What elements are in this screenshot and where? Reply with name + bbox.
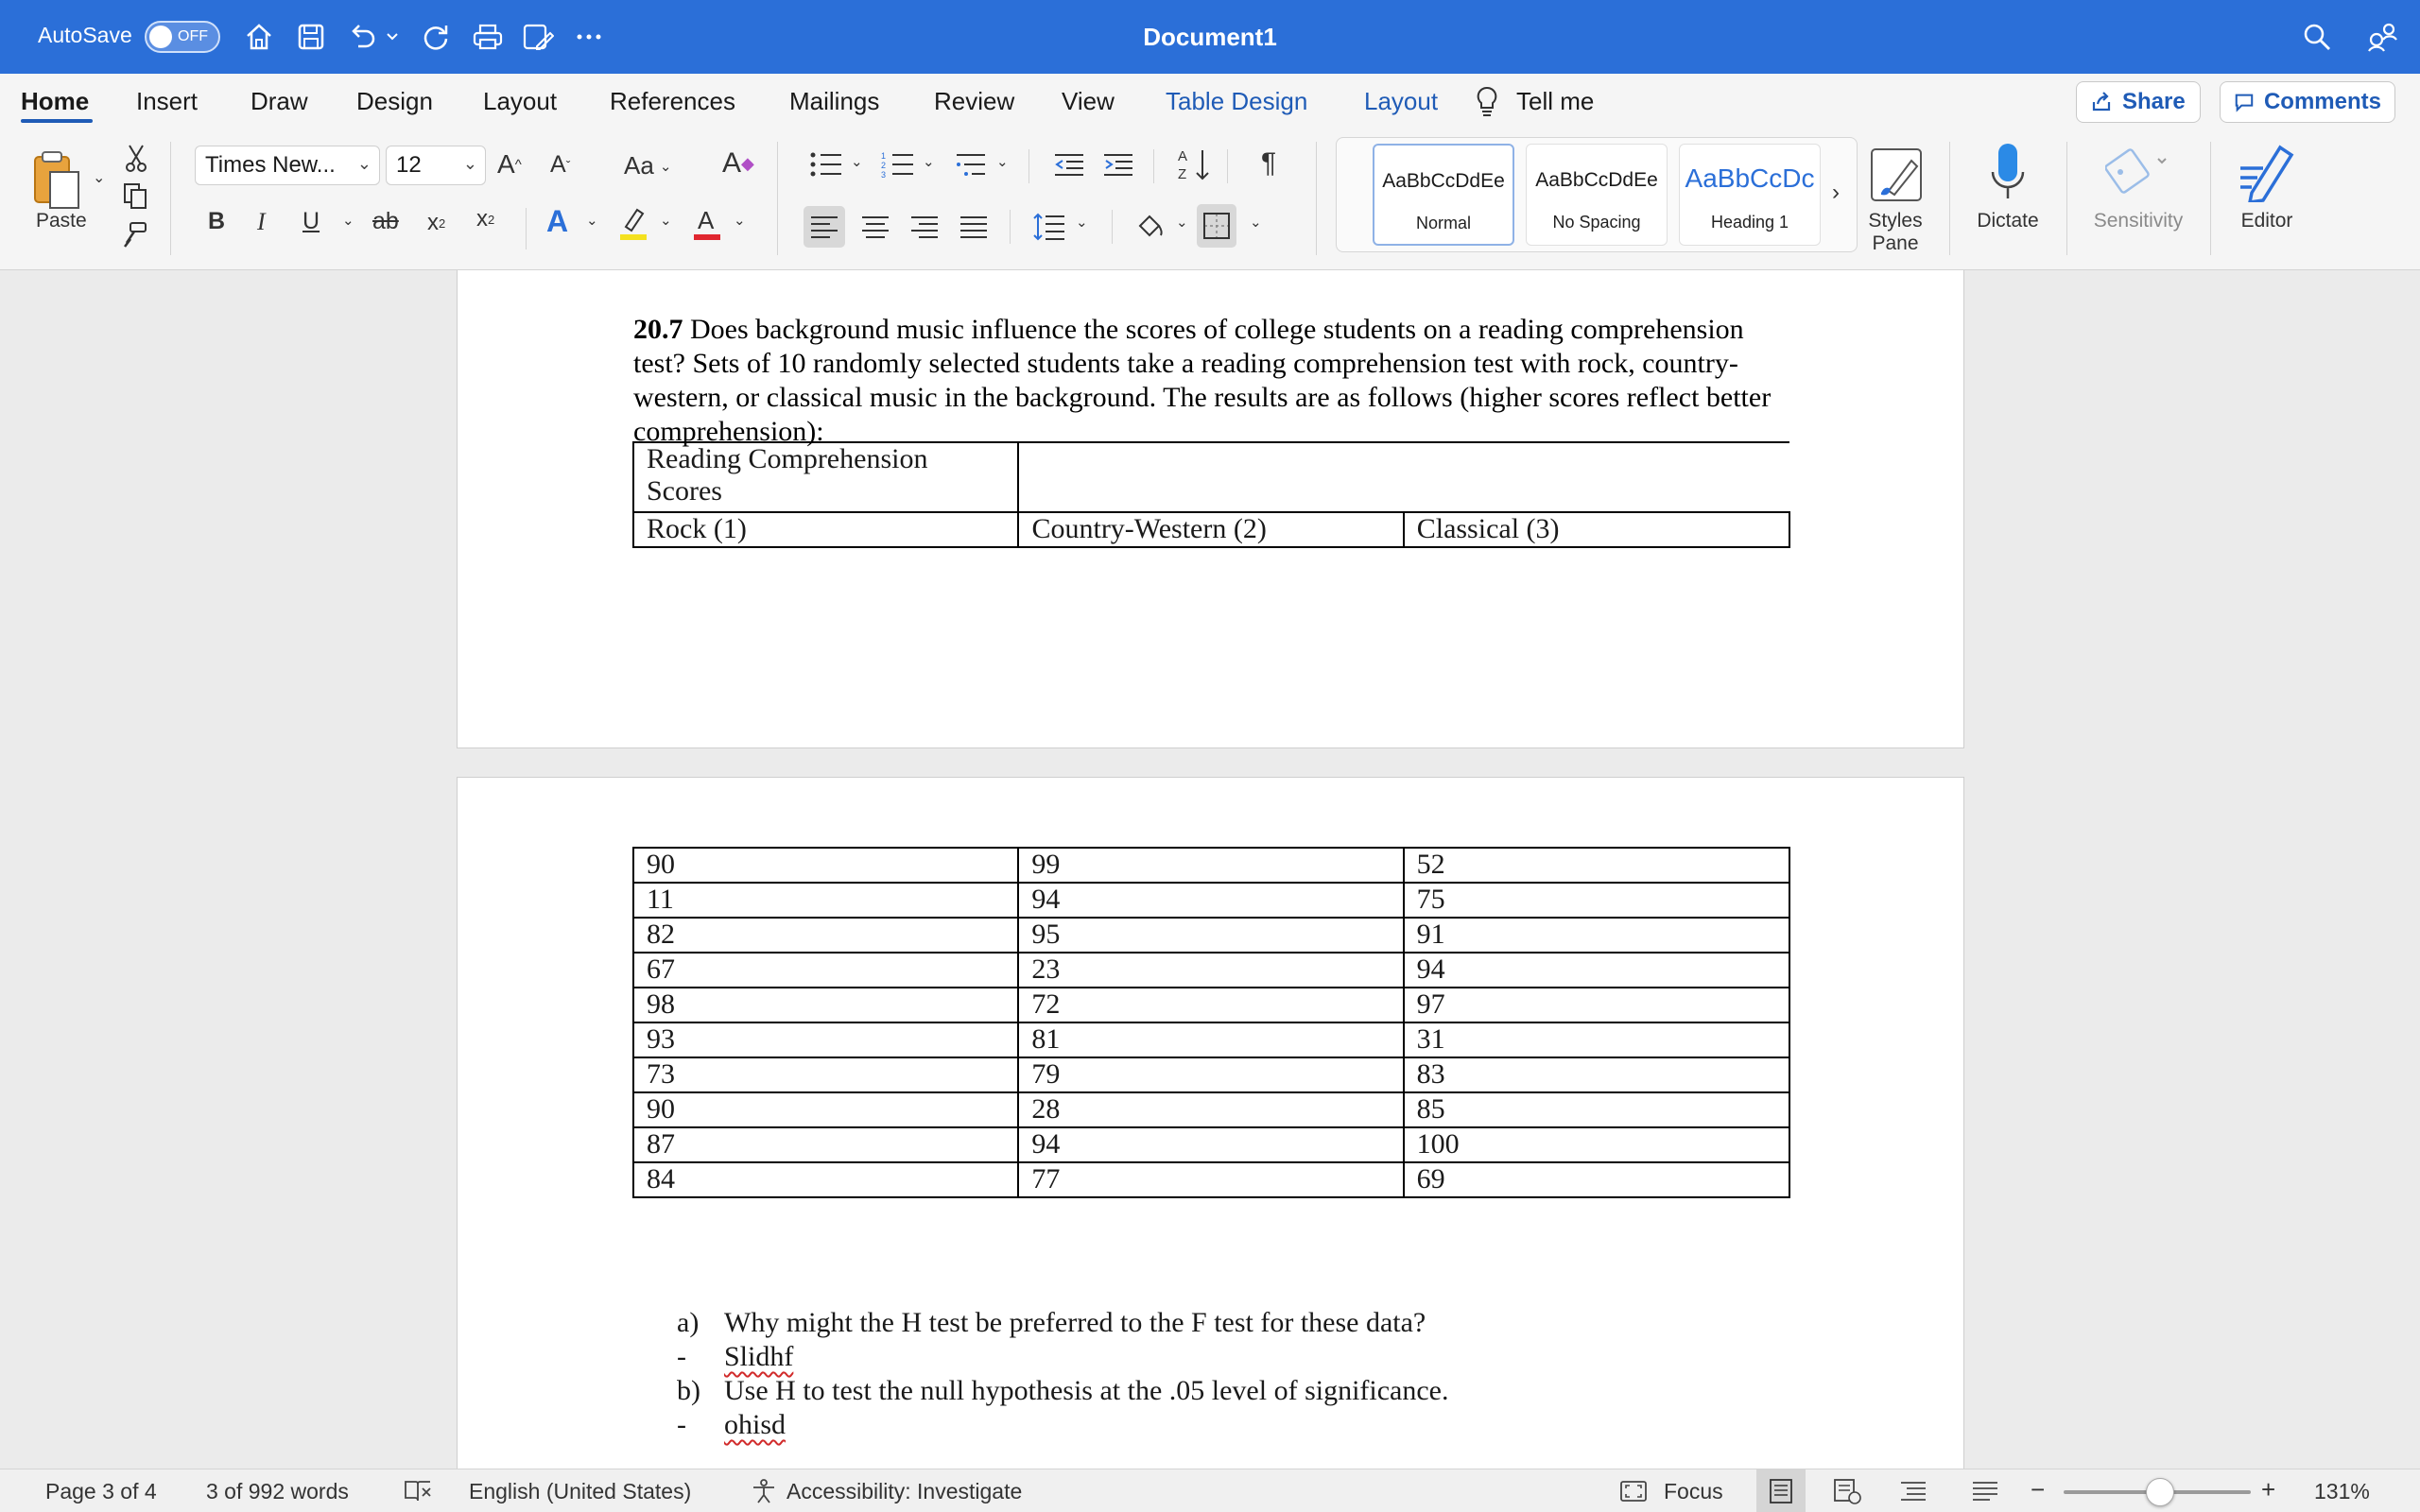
title-bar [0, 0, 2420, 74]
style-heading-1[interactable] [1679, 144, 1821, 246]
chevron-down-icon[interactable]: ⌄ [1176, 215, 1188, 231]
decrease-indent-icon[interactable] [1051, 149, 1087, 180]
strikethrough-button[interactable]: ab [372, 208, 399, 234]
print-layout-view-icon[interactable] [1756, 1469, 1806, 1512]
table-cell[interactable]: 95 [1018, 918, 1403, 953]
table-row [633, 848, 1789, 883]
editor-icon[interactable] [2233, 138, 2301, 204]
table-cell[interactable]: 79 [1018, 1057, 1403, 1092]
home-icon[interactable] [241, 19, 277, 55]
share-label: Share [2122, 89, 2186, 114]
comments-label: Comments [2263, 89, 2381, 114]
zoom-out-icon[interactable]: − [2031, 1475, 2046, 1503]
document-canvas[interactable] [0, 270, 2420, 1469]
page[interactable] [457, 270, 1964, 748]
numbering-icon[interactable] [879, 149, 917, 180]
table-cell[interactable]: 52 [1404, 848, 1789, 883]
font-size-select[interactable] [386, 146, 486, 185]
styles-pane-icon[interactable] [1866, 144, 1927, 206]
page-indicator[interactable]: Page 3 of 4 [45, 1479, 157, 1503]
table-cell[interactable]: 85 [1404, 1092, 1789, 1127]
ribbon-tabs [0, 74, 2420, 132]
table-row [633, 1092, 1789, 1127]
style-name: Heading 1 [1710, 213, 1789, 232]
scores-data-table[interactable] [632, 847, 1790, 1198]
redo-icon[interactable] [418, 19, 454, 55]
account-icon[interactable] [2364, 19, 2400, 55]
undo-icon[interactable] [344, 19, 380, 55]
document-title: Document1 [1143, 23, 1277, 51]
page[interactable] [457, 777, 1964, 1469]
highlight-icon[interactable] [616, 202, 650, 244]
table-cell[interactable]: 69 [1404, 1162, 1789, 1197]
style-sample: AaBbCcDc [1685, 163, 1815, 193]
table-cell[interactable]: 83 [1404, 1057, 1789, 1092]
table-row [633, 883, 1789, 918]
problem-paragraph[interactable] [633, 313, 1796, 449]
table-cell[interactable]: 31 [1404, 1022, 1789, 1057]
table-cell[interactable]: 99 [1018, 848, 1403, 883]
draft-view-icon[interactable] [1961, 1469, 2010, 1512]
table-cell[interactable]: 87 [633, 1127, 1018, 1162]
svg-text:A: A [1178, 148, 1188, 164]
shading-icon[interactable] [1131, 206, 1168, 248]
clipboard-icon [29, 147, 86, 214]
editor-label: Editor [2240, 210, 2293, 232]
table-cell[interactable]: 94 [1018, 1127, 1403, 1162]
separator [1227, 149, 1228, 183]
table-cell[interactable]: 73 [633, 1057, 1018, 1092]
svg-text:Z: Z [1178, 166, 1187, 182]
align-right-button[interactable] [906, 206, 943, 248]
tab-view[interactable]: View [1062, 87, 1115, 115]
paste-dropdown-icon[interactable]: ⌄ [93, 170, 106, 186]
tab-review[interactable]: Review [934, 87, 1015, 115]
table-cell[interactable]: 98 [633, 988, 1018, 1022]
italic-button[interactable]: I [257, 208, 266, 235]
save-as-icon[interactable] [520, 19, 556, 55]
outline-view-icon[interactable] [1889, 1469, 1938, 1512]
separator [170, 142, 171, 255]
svg-text:3: 3 [881, 170, 887, 178]
tab-mailings[interactable]: Mailings [789, 87, 880, 115]
superscript-button[interactable]: x 2 [476, 206, 495, 232]
save-icon[interactable] [293, 19, 329, 55]
underline-dropdown-icon[interactable]: ⌄ [342, 213, 354, 229]
table-cell[interactable]: 67 [633, 953, 1018, 988]
more-icon[interactable] [571, 19, 607, 55]
style-normal[interactable] [1373, 144, 1514, 246]
chevron-down-icon[interactable]: ⌄ [923, 154, 935, 170]
clear-formatting-icon[interactable]: A ◆ [722, 147, 754, 179]
active-tab-indicator [21, 119, 93, 123]
header-cell[interactable]: Country-Western (2) [1018, 512, 1403, 547]
table-cell[interactable]: 94 [1404, 953, 1789, 988]
print-icon[interactable] [470, 19, 506, 55]
problem-number: 20.7 [633, 314, 683, 345]
autosave-toggle[interactable] [145, 21, 220, 53]
table-row [633, 1162, 1789, 1197]
justify-button[interactable] [955, 206, 993, 248]
svg-text:2: 2 [881, 161, 887, 170]
language[interactable]: English (United States) [469, 1479, 692, 1503]
chevron-down-icon[interactable]: ⌄ [996, 154, 1009, 170]
list-marker: b) [677, 1375, 700, 1406]
table-cell[interactable]: 90 [633, 1092, 1018, 1127]
word-count[interactable]: 3 of 992 words [206, 1479, 349, 1503]
table-cell[interactable]: 97 [1404, 988, 1789, 1022]
table-cell[interactable]: 91 [1404, 918, 1789, 953]
table-cell[interactable]: 90 [633, 848, 1018, 883]
table-body [633, 848, 1789, 1197]
share-button[interactable] [2076, 81, 2201, 123]
table-row [633, 918, 1789, 953]
header-cell[interactable]: Rock (1) [633, 512, 1018, 547]
zoom-in-icon[interactable]: + [2261, 1475, 2276, 1503]
zoom-level[interactable]: 131% [2314, 1479, 2370, 1503]
font-color-icon[interactable] [690, 202, 724, 244]
text-effects-icon[interactable]: A [546, 204, 569, 238]
font-name-select[interactable] [195, 146, 380, 185]
status-bar [0, 1469, 2420, 1512]
tab-references[interactable]: References [610, 87, 735, 115]
table-row [633, 442, 1789, 512]
list-text: ohisd [724, 1409, 786, 1440]
tab-home[interactable]: Home [21, 87, 90, 115]
list-text: Use H to test the null hypothesis at the .05 level of significance. [724, 1375, 1449, 1406]
chevron-down-icon: ⌄ [462, 154, 477, 173]
table-row [633, 953, 1789, 988]
undo-dropdown-icon[interactable] [382, 19, 403, 55]
search-icon[interactable] [2299, 19, 2335, 55]
table-cell[interactable]: 82 [633, 918, 1018, 953]
sensitivity-icon[interactable] [2104, 138, 2172, 200]
table-cell[interactable]: 84 [633, 1162, 1018, 1197]
lightbulb-icon [1475, 85, 1499, 124]
separator [1949, 142, 1950, 255]
tab-insert[interactable]: Insert [136, 87, 199, 115]
proofing-icon[interactable] [403, 1477, 433, 1505]
separator [1316, 142, 1317, 255]
tab-layout[interactable]: Layout [483, 87, 558, 115]
multilevel-list-icon[interactable] [951, 149, 989, 180]
table-cell[interactable]: 94 [1018, 883, 1403, 918]
separator [2066, 142, 2067, 255]
chevron-down-icon[interactable]: ⌄ [586, 213, 598, 229]
svg-text:A: A [698, 206, 715, 234]
styles-pane-label: Styles Pane [1868, 210, 1923, 254]
table-cell[interactable]: 93 [633, 1022, 1018, 1057]
subscript-button[interactable]: x 2 [427, 210, 446, 235]
bullets-icon[interactable] [807, 149, 845, 180]
underline-button[interactable]: U [302, 208, 320, 234]
list-marker: - [677, 1341, 686, 1372]
table-cell-empty[interactable] [1018, 442, 1789, 512]
list-marker: a) [677, 1307, 700, 1338]
share-icon [2090, 91, 2113, 113]
table-cell[interactable]: 100 [1404, 1127, 1789, 1162]
tab-draw[interactable]: Draw [251, 87, 308, 115]
microphone-icon[interactable] [1985, 138, 2031, 208]
font-size-value: 12 [396, 152, 422, 178]
table-row [633, 988, 1789, 1022]
focus-icon[interactable] [1618, 1477, 1649, 1505]
header-cell[interactable]: Classical (3) [1404, 512, 1789, 547]
comments-button[interactable] [2220, 81, 2395, 123]
borders-button[interactable] [1197, 204, 1236, 248]
table-row [633, 1057, 1789, 1092]
separator [1112, 210, 1113, 244]
increase-indent-icon[interactable] [1100, 149, 1136, 180]
table-cell[interactable]: 28 [1018, 1092, 1403, 1127]
zoom-slider-handle[interactable] [2146, 1478, 2174, 1506]
show-formatting-icon[interactable]: ¶ [1261, 147, 1277, 179]
font-name-value: Times New... [205, 152, 336, 178]
separator [1028, 149, 1029, 183]
copy-icon[interactable] [119, 180, 151, 212]
align-left-button[interactable] [804, 206, 845, 248]
table-cell[interactable]: 81 [1018, 1022, 1403, 1057]
sort-icon[interactable] [1176, 146, 1214, 183]
focus-mode[interactable]: Focus [1664, 1479, 1723, 1503]
separator [2210, 142, 2211, 255]
table-row [633, 1022, 1789, 1057]
dictate-label: Dictate [1977, 210, 2039, 232]
problem-text: Does background music influence the scores of college students on a reading comprehension test? Sets of 10 randomly selected students take a reading comprehension test with rock, country-western, or classical music in the background. The results are as follows (higher scores reflect better comprehension): [633, 314, 1772, 447]
comment-icon [2234, 91, 2255, 113]
change-case-icon[interactable]: Aa ⌄ [624, 151, 672, 180]
chevron-down-icon[interactable]: ⌄ [660, 213, 672, 229]
line-spacing-icon[interactable] [1030, 206, 1068, 248]
table-row [633, 1127, 1789, 1162]
align-center-button[interactable] [856, 206, 894, 248]
table-row [633, 512, 1789, 547]
separator [1010, 210, 1011, 244]
table-cell[interactable]: 23 [1018, 953, 1403, 988]
chevron-down-icon[interactable]: ⌄ [1250, 215, 1262, 231]
table-cell[interactable]: 11 [633, 883, 1018, 918]
paste-button[interactable] [25, 144, 91, 217]
separator [777, 142, 778, 255]
table-cell[interactable]: 75 [1404, 883, 1789, 918]
autosave-state: OFF [178, 28, 208, 44]
style-name: Normal [1415, 214, 1471, 232]
ribbon-home [0, 132, 2420, 270]
tell-me-search[interactable]: Tell me [1516, 87, 1595, 115]
table-caption-cell[interactable]: Reading Comprehension Scores [633, 442, 1018, 512]
accessibility-icon[interactable] [749, 1477, 779, 1505]
bold-button[interactable]: B [208, 208, 226, 234]
accessibility-status[interactable]: Accessibility: Investigate [786, 1479, 1023, 1503]
style-no-spacing[interactable] [1526, 144, 1668, 246]
chevron-right-icon[interactable]: › [1832, 180, 1840, 205]
shrink-font-icon[interactable]: A ˇ [550, 151, 571, 178]
chevron-down-icon[interactable]: ⌄ [734, 213, 746, 229]
style-name: No Spacing [1552, 213, 1641, 232]
chevron-down-icon[interactable]: ⌄ [1076, 215, 1088, 231]
cut-icon[interactable] [121, 142, 151, 174]
sensitivity-label: Sensitivity [2093, 210, 2184, 232]
chevron-down-icon[interactable]: ⌄ [851, 154, 863, 170]
list-text: Why might the H test be preferred to the F test for these data? [724, 1307, 1426, 1338]
grow-font-icon[interactable]: A ^ [497, 149, 522, 179]
chevron-down-icon: ⌄ [356, 154, 372, 173]
format-painter-icon[interactable] [119, 217, 151, 253]
list-text: Slidhf [724, 1341, 794, 1372]
scores-header-table[interactable] [632, 441, 1790, 548]
tab-table-design[interactable]: Table Design [1166, 87, 1308, 115]
svg-text:1: 1 [881, 151, 887, 161]
web-layout-view-icon[interactable] [1823, 1469, 1872, 1512]
autosave-label: AutoSave [38, 23, 132, 47]
paste-label: Paste [36, 210, 87, 232]
separator [526, 208, 527, 249]
table-cell[interactable]: 72 [1018, 988, 1403, 1022]
tab-design[interactable]: Design [356, 87, 433, 115]
style-sample: AaBbCcDdEe [1535, 169, 1658, 191]
separator [1153, 149, 1154, 183]
list-marker: - [677, 1409, 686, 1440]
table-cell[interactable]: 77 [1018, 1162, 1403, 1197]
toggle-knob [149, 26, 172, 48]
style-sample: AaBbCcDdEe [1382, 170, 1505, 192]
tab-table-layout[interactable]: Layout [1364, 87, 1439, 115]
